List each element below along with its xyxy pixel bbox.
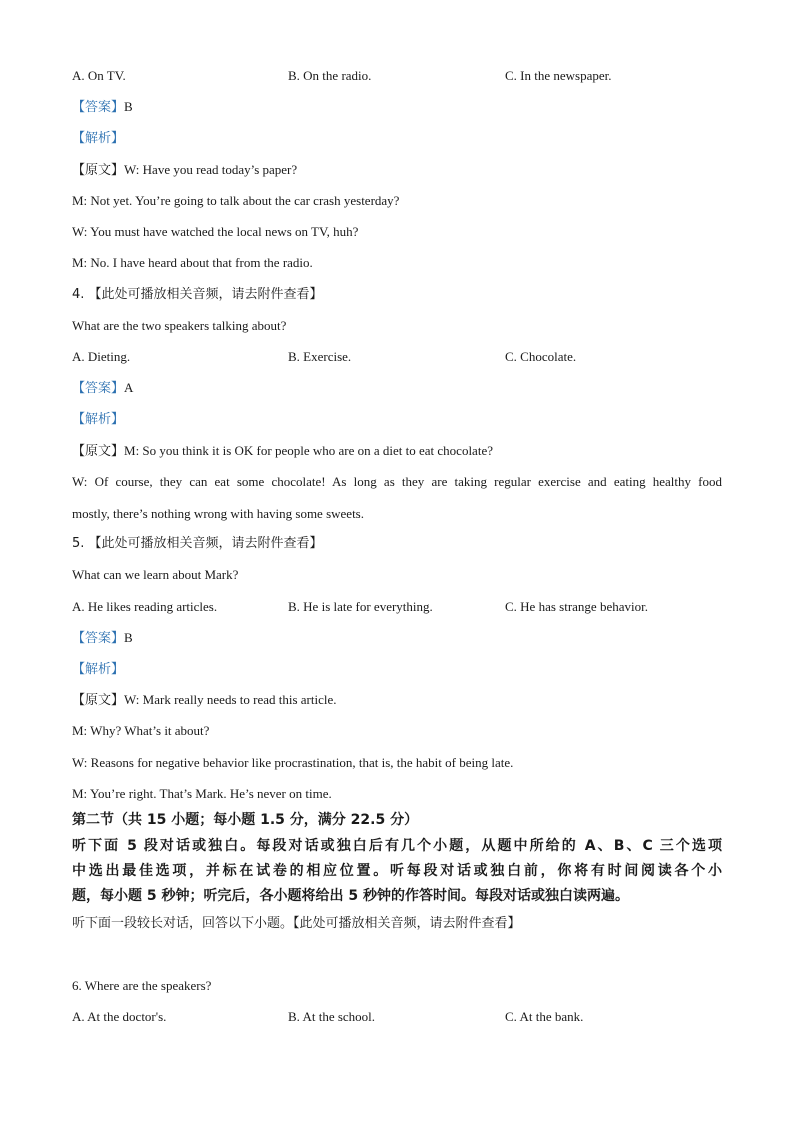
q6-question: 6. Where are the speakers?: [72, 978, 212, 993]
answer-value: A: [124, 380, 134, 395]
q4-transcript-line: W: Of course, they can eat some chocolate! As long as they are taking regular exercise and eating healthy food: [72, 474, 722, 489]
q3-transcript-line: M: No. I have heard about that from the radio.: [72, 255, 313, 270]
q3-option-c: C. In the newspaper.: [505, 68, 612, 83]
original-tag: 【原文】: [72, 444, 125, 459]
section2-instructions-line: 中选出最佳选项，并标在试卷的相应位置。听每段对话或独白前，你将有时间阅读各个小: [72, 863, 722, 879]
answer-tag: 【答案】: [72, 100, 125, 115]
q5-transcript-line: M: Why? What’s it about?: [72, 723, 210, 738]
q5-answer: [72, 630, 722, 647]
q4-transcript-line: [72, 443, 722, 460]
q4-option-a: A. Dieting.: [72, 349, 131, 364]
q4-option-b: B. Exercise.: [288, 349, 352, 364]
section2-prompt: 听下面一段较长对话，回答以下小题。【此处可播放相关音频，请去附件查看】: [72, 916, 521, 931]
q6-option-a: A. At the doctor's.: [72, 1009, 167, 1024]
section2-instructions-line: 题，每小题 5 秒钟；听完后，各小题将给出 5 秒钟的作答时间。每段对话或独白读两遍。: [72, 888, 629, 904]
q4-option-c: C. Chocolate.: [505, 349, 577, 364]
analysis-tag: 【解析】: [72, 662, 125, 677]
q5-transcript-line: M: You’re right. That’s Mark. He’s never on time.: [72, 786, 332, 801]
answer-value: B: [124, 99, 133, 114]
q3-option-b: B. On the radio.: [288, 68, 372, 83]
transcript-text: W: Have you read today’s paper?: [124, 162, 298, 177]
q3-analysis: [72, 130, 722, 147]
q4-analysis: [72, 411, 722, 428]
original-tag: 【原文】: [72, 163, 125, 178]
q5-option-b: B. He is late for everything.: [288, 599, 433, 614]
q5-header: 5. 【此处可播放相关音频，请去附件查看】: [72, 536, 323, 551]
section2-title: 第二节（共 15 小题；每小题 1.5 分，满分 22.5 分）: [72, 812, 419, 828]
answer-value: B: [124, 630, 133, 645]
q3-transcript-line: M: Not yet. You’re going to talk about the car crash yesterday?: [72, 193, 400, 208]
analysis-tag: 【解析】: [72, 131, 125, 146]
q3-transcript-line: [72, 162, 722, 179]
q3-answer: [72, 99, 722, 116]
analysis-tag: 【解析】: [72, 412, 125, 427]
q3-option-a: A. On TV.: [72, 68, 126, 83]
q6-option-b: B. At the school.: [288, 1009, 376, 1024]
q5-option-a: A. He likes reading articles.: [72, 599, 218, 614]
q5-question: What can we learn about Mark?: [72, 567, 239, 582]
q5-option-c: C. He has strange behavior.: [505, 599, 648, 614]
original-tag: 【原文】: [72, 693, 125, 708]
transcript-text: W: Mark really needs to read this article.: [124, 692, 337, 707]
q4-header: 4. 【此处可播放相关音频，请去附件查看】: [72, 287, 323, 302]
q5-transcript-line: [72, 692, 722, 709]
q3-transcript-line: W: You must have watched the local news on TV, huh?: [72, 224, 359, 239]
transcript-text: M: So you think it is OK for people who are on a diet to eat chocolate?: [124, 443, 493, 458]
answer-tag: 【答案】: [72, 631, 125, 646]
q4-transcript-line: mostly, there’s nothing wrong with having some sweets.: [72, 506, 364, 521]
q4-answer: [72, 380, 722, 397]
answer-tag: 【答案】: [72, 381, 125, 396]
q5-analysis: [72, 661, 722, 678]
section2-instructions-line: 听下面 5 段对话或独白。每段对话或独白后有几个小题，从题中所给的 A、B、C 三个选项: [72, 838, 722, 854]
q5-transcript-line: W: Reasons for negative behavior like procrastination, that is, the habit of being late.: [72, 755, 514, 770]
q4-question: What are the two speakers talking about?: [72, 318, 287, 333]
q6-option-c: C. At the bank.: [505, 1009, 584, 1024]
